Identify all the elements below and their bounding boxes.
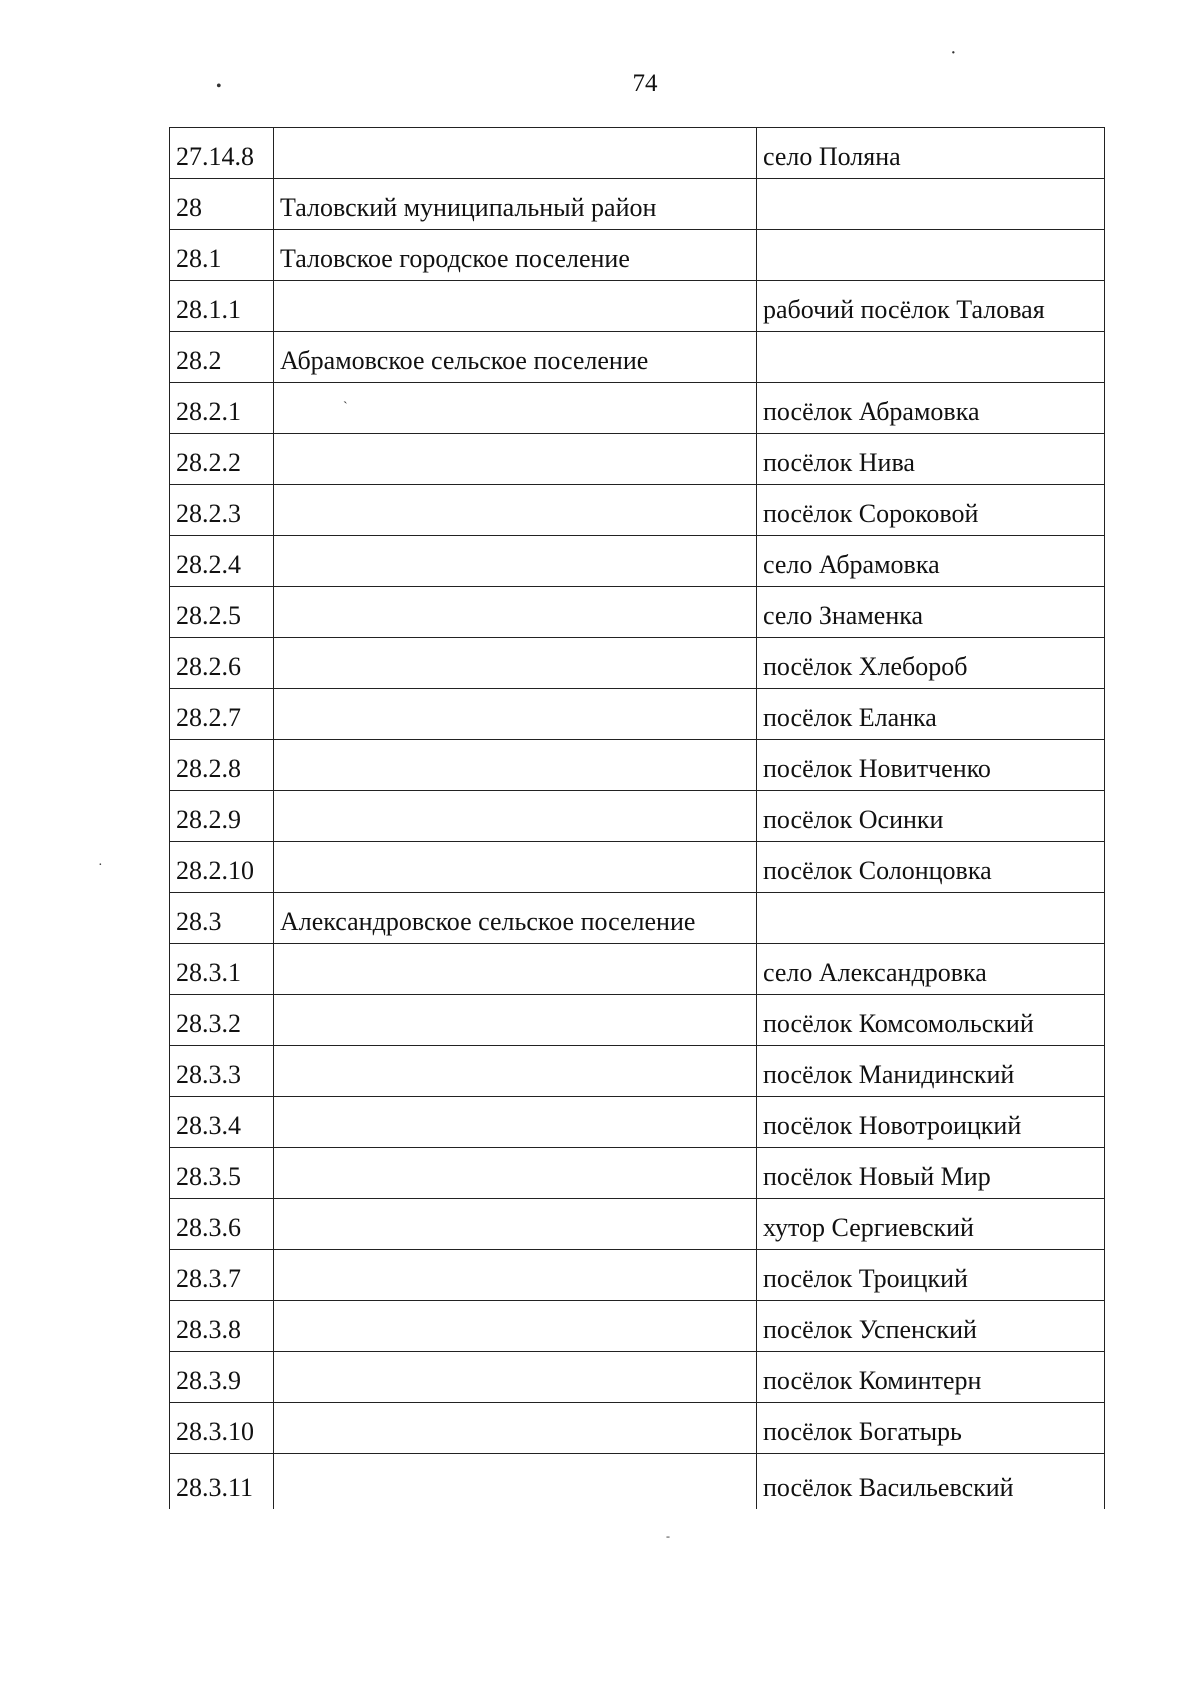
- row-number-cell: 28.2.7: [170, 689, 274, 740]
- municipality-cell: [274, 944, 757, 995]
- municipality-cell: [274, 689, 757, 740]
- settlement-cell: посёлок Новотроицкий: [757, 1097, 1105, 1148]
- settlement-cell: посёлок Сороковой: [757, 485, 1105, 536]
- scan-speck: ·: [950, 42, 957, 64]
- settlement-cell: [757, 332, 1105, 383]
- scan-speck: ˋ: [343, 400, 348, 415]
- settlement-cell: [757, 230, 1105, 281]
- row-number-cell: 28.3.8: [170, 1301, 274, 1352]
- municipality-cell: [274, 791, 757, 842]
- municipality-cell: [274, 638, 757, 689]
- settlement-cell: посёлок Васильевский: [757, 1454, 1105, 1509]
- row-number-cell: 28.3.7: [170, 1250, 274, 1301]
- municipality-cell: [274, 842, 757, 893]
- municipality-cell: [274, 281, 757, 332]
- table-row: [170, 230, 1105, 281]
- row-number-cell: 27.14.8: [170, 128, 274, 179]
- municipality-cell: [274, 587, 757, 638]
- settlement-cell: рабочий посёлок Таловая: [757, 281, 1105, 332]
- row-number-cell: 28.1.1: [170, 281, 274, 332]
- row-number-cell: 28.2.1: [170, 383, 274, 434]
- row-number-cell: 28.3.10: [170, 1403, 274, 1454]
- page-number: 74: [632, 70, 658, 97]
- settlement-cell: посёлок Новый Мир: [757, 1148, 1105, 1199]
- table-row: [170, 1403, 1105, 1454]
- settlement-cell: посёлок Хлебороб: [757, 638, 1105, 689]
- table-row: [170, 281, 1105, 332]
- table-row: [170, 383, 1105, 434]
- settlement-cell: посёлок Троицкий: [757, 1250, 1105, 1301]
- table-row: [170, 1301, 1105, 1352]
- row-number-cell: 28.2.9: [170, 791, 274, 842]
- municipality-cell: [274, 1046, 757, 1097]
- settlement-cell: посёлок Коминтерн: [757, 1352, 1105, 1403]
- table-row: [170, 893, 1105, 944]
- municipality-cell: [274, 1148, 757, 1199]
- scan-speck: -: [666, 1529, 670, 1543]
- row-number-cell: 28.3.9: [170, 1352, 274, 1403]
- table-row: [170, 944, 1105, 995]
- row-number-cell: 28.2.6: [170, 638, 274, 689]
- municipality-cell: Абрамовское сельское поселение: [274, 332, 757, 383]
- table-row: [170, 434, 1105, 485]
- settlement-cell: посёлок Богатырь: [757, 1403, 1105, 1454]
- row-number-cell: 28.2.3: [170, 485, 274, 536]
- row-number-cell: 28.3.6: [170, 1199, 274, 1250]
- table-row: [170, 689, 1105, 740]
- settlement-cell: село Александровка: [757, 944, 1105, 995]
- settlement-cell: посёлок Новитченко: [757, 740, 1105, 791]
- table-row: [170, 179, 1105, 230]
- settlement-cell: село Знаменка: [757, 587, 1105, 638]
- settlement-cell: посёлок Солонцовка: [757, 842, 1105, 893]
- settlement-cell: [757, 893, 1105, 944]
- municipality-cell: [274, 1352, 757, 1403]
- table-row: [170, 1046, 1105, 1097]
- row-number-cell: 28.2.10: [170, 842, 274, 893]
- settlement-cell: посёлок Успенский: [757, 1301, 1105, 1352]
- table-row: [170, 128, 1105, 179]
- table-row: [170, 791, 1105, 842]
- row-number-cell: 28.2.2: [170, 434, 274, 485]
- scan-speck: ·: [98, 858, 103, 873]
- row-number-cell: 28.2.4: [170, 536, 274, 587]
- table-row: [170, 1250, 1105, 1301]
- row-number-cell: 28.3.2: [170, 995, 274, 1046]
- municipality-cell: [274, 1097, 757, 1148]
- row-number-cell: 28: [170, 179, 274, 230]
- scan-speck: •: [216, 78, 222, 95]
- municipality-cell: Таловское городское поселение: [274, 230, 757, 281]
- table-row: [170, 1352, 1105, 1403]
- table-row: [170, 740, 1105, 791]
- table-body: [170, 128, 1105, 1509]
- table-row: [170, 485, 1105, 536]
- municipality-cell: [274, 1403, 757, 1454]
- municipality-cell: [274, 1454, 757, 1509]
- municipality-cell: [274, 995, 757, 1046]
- municipality-cell: [274, 1199, 757, 1250]
- row-number-cell: 28.3.4: [170, 1097, 274, 1148]
- row-number-cell: 28.2.8: [170, 740, 274, 791]
- settlement-cell: посёлок Абрамовка: [757, 383, 1105, 434]
- settlements-table: [169, 127, 1105, 1509]
- row-number-cell: 28.3.3: [170, 1046, 274, 1097]
- table-row: [170, 995, 1105, 1046]
- table-row: [170, 587, 1105, 638]
- row-number-cell: 28.2: [170, 332, 274, 383]
- table-row: [170, 536, 1105, 587]
- table-row: [170, 332, 1105, 383]
- table-row: [170, 1454, 1105, 1509]
- settlement-cell: посёлок Еланка: [757, 689, 1105, 740]
- settlement-cell: село Абрамовка: [757, 536, 1105, 587]
- settlement-cell: [757, 179, 1105, 230]
- row-number-cell: 28.2.5: [170, 587, 274, 638]
- settlement-cell: хутор Сергиевский: [757, 1199, 1105, 1250]
- table-row: [170, 1148, 1105, 1199]
- settlement-cell: посёлок Осинки: [757, 791, 1105, 842]
- row-number-cell: 28.3.1: [170, 944, 274, 995]
- row-number-cell: 28.1: [170, 230, 274, 281]
- municipality-cell: [274, 434, 757, 485]
- settlement-cell: посёлок Манидинский: [757, 1046, 1105, 1097]
- municipality-cell: [274, 1250, 757, 1301]
- municipality-cell: [274, 740, 757, 791]
- municipality-cell: Таловский муниципальный район: [274, 179, 757, 230]
- municipality-cell: [274, 1301, 757, 1352]
- settlement-cell: село Поляна: [757, 128, 1105, 179]
- table-row: [170, 638, 1105, 689]
- row-number-cell: 28.3.5: [170, 1148, 274, 1199]
- municipality-cell: Александровское сельское поселение: [274, 893, 757, 944]
- table-row: [170, 1199, 1105, 1250]
- municipality-cell: [274, 536, 757, 587]
- settlement-cell: посёлок Комсомольский: [757, 995, 1105, 1046]
- table-row: [170, 1097, 1105, 1148]
- municipality-cell: [274, 485, 757, 536]
- row-number-cell: 28.3.11: [170, 1454, 274, 1509]
- municipality-cell: [274, 383, 757, 434]
- row-number-cell: 28.3: [170, 893, 274, 944]
- table-row: [170, 842, 1105, 893]
- municipality-cell: [274, 128, 757, 179]
- settlement-cell: посёлок Нива: [757, 434, 1105, 485]
